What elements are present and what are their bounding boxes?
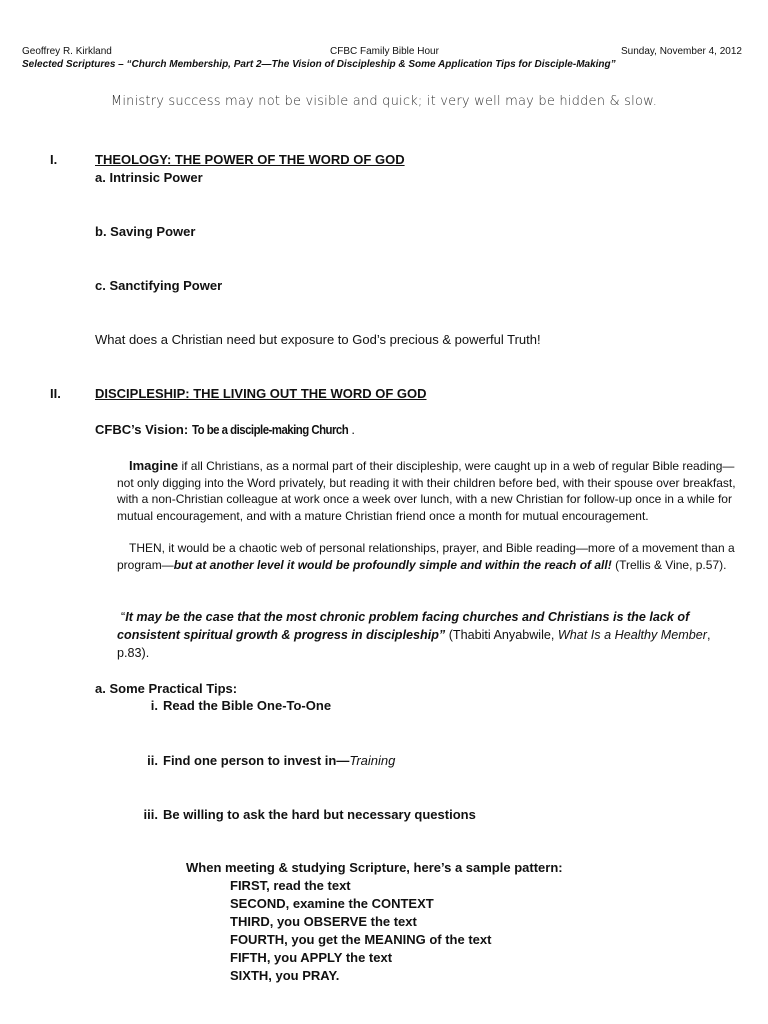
tip-2-text: Find one person to invest in— xyxy=(163,753,350,768)
imagine-paragraph xyxy=(117,458,745,524)
quote-open: “ xyxy=(121,610,126,624)
section1-closing: What does a Christian need but exposure to God’s precious & powerful Truth! xyxy=(95,332,541,347)
pattern-step: FIFTH, you APPLY the text xyxy=(230,950,393,965)
tip-3-text: Be willing to ask the hard but necessary questions xyxy=(163,807,476,822)
then-cite: (Trellis & Vine, p.57). xyxy=(611,557,727,572)
imagine-text: if all Christians, as a normal part of their discipleship, were caught up in a web of regular Bible reading—not only digging into the Word privately, but reading it with their children before bed, with their spouse over breakfast, with a non-Christian colleague at work once a week over lunch, with a new Christian for follow-up once in a while for mutual encouragement, and with a mature Christian friend once a month for mutual encouragement. xyxy=(117,459,736,523)
section2-title: DISCIPLESHIP: THE LIVING OUT THE WORD OF GOD xyxy=(95,386,427,401)
pattern-step: THIRD, you OBSERVE the text xyxy=(230,914,417,929)
quote-bold: It may be the case that the most chronic problem facing churches and Christians is the lack of consistent spiritual growth & progress in discipleship” xyxy=(117,610,690,642)
tip-2-extra: Training xyxy=(349,753,396,768)
imagine-word: Imagine xyxy=(129,458,179,473)
section1-number: I. xyxy=(50,152,58,167)
tip-2-line xyxy=(163,753,395,768)
vision-label: CFBC’s Vision: xyxy=(95,422,192,437)
header-event: CFBC Family Bible Hour xyxy=(330,46,439,57)
header-author: Geoffrey R. Kirkland xyxy=(22,46,112,57)
tip-1-number: i. xyxy=(150,698,158,713)
pattern-steps xyxy=(230,877,491,985)
then-bold: but at another level it would be profoundly simple and within the reach of all! xyxy=(173,557,612,572)
quote-cite-b: , p.83). xyxy=(117,628,711,660)
pattern-step: SECOND, examine the CONTEXT xyxy=(230,896,434,911)
section1-item-b: b. Saving Power xyxy=(95,224,196,239)
pattern-step: FOURTH, you get the MEANING of the text xyxy=(230,932,492,947)
then-paragraph xyxy=(117,540,745,573)
quote-cite-title: What Is a Healthy Member xyxy=(557,628,707,642)
section1-title: THEOLOGY: THE POWER OF THE WORD OF GOD xyxy=(95,152,405,167)
header-date: Sunday, November 4, 2012 xyxy=(620,46,742,57)
tips-label: a. Some Practical Tips: xyxy=(95,681,238,696)
quote-cite-a: (Thabiti Anyabwile, xyxy=(445,628,558,642)
header-subtitle: Selected Scriptures – “Church Membership, Part 2—The Vision of Discipleship & Some Application Tips for Disciple-Making” xyxy=(22,59,616,70)
quote-paragraph xyxy=(117,608,737,662)
tip-1-text: Read the Bible One-To-One xyxy=(163,698,332,713)
tip-2-number: ii. xyxy=(147,753,158,768)
vision-line xyxy=(95,422,355,437)
section2-number: II. xyxy=(50,386,61,401)
pattern-intro: When meeting & studying Scripture, here’s a sample pattern: xyxy=(186,860,563,875)
pattern-step: FIRST, read the text xyxy=(230,878,351,893)
then-text: THEN, it would be a chaotic web of personal relationships, prayer, and Bible reading—more of a movement than a program— xyxy=(117,541,735,572)
vision-text: To be a disciple-making Church xyxy=(191,422,349,437)
motto: Ministry success may not be visible and quick; it very well may be hidden & slow. xyxy=(110,94,658,109)
tip-3-number: iii. xyxy=(143,807,158,822)
section1-item-a: a. Intrinsic Power xyxy=(95,170,203,185)
pattern-step: SIXTH, you PRAY. xyxy=(230,968,340,983)
vision-end: . xyxy=(351,422,355,437)
section1-item-c: c. Sanctifying Power xyxy=(95,278,223,293)
